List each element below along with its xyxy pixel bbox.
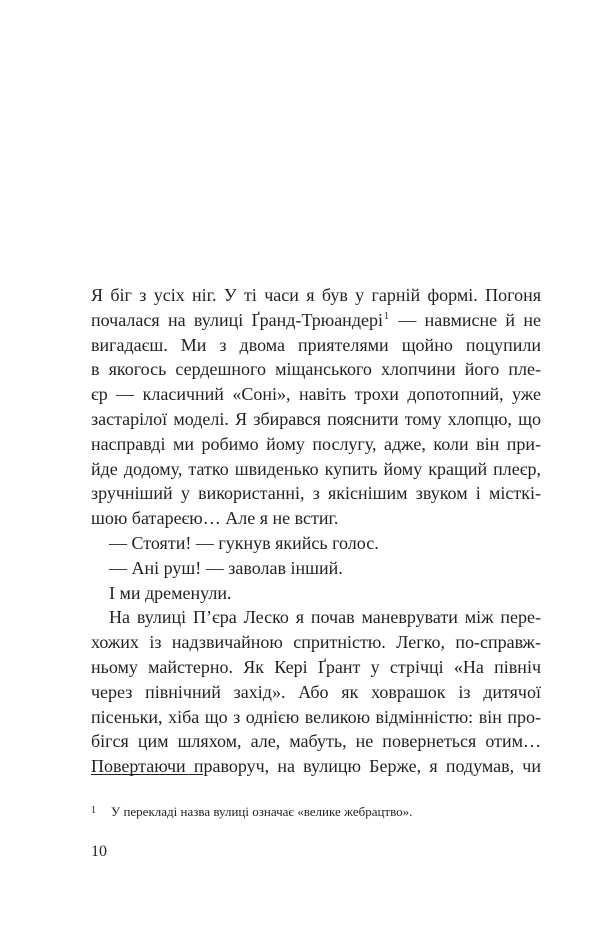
text-line: Повертаючи праворуч, на вулицю Берже, я подумав, чи	[91, 756, 541, 777]
text-line: бігся цим шляхом, але, мабуть, не повернеться отим…	[91, 731, 541, 752]
text-segment: почалася на вулиці Ґранд-Трюандері	[91, 309, 383, 330]
text-line: єр — класичний «Соні», навіть трохи допотопний, уже	[91, 384, 541, 405]
text-line: І ми дременули.	[109, 582, 232, 603]
text-segment: — навмисне й не	[398, 309, 542, 330]
body-text	[91, 283, 541, 779]
text-line: в якогось сердешного міщанського хлопчини його пле-	[91, 359, 541, 380]
text-line: через північний захід». Або як ховрашок із дитячої	[91, 681, 541, 702]
dialogue-line: — Ані руш! — заволав інший.	[109, 557, 343, 578]
text-line: На вулиці П’єра Леско я почав маневрувати між пере-	[109, 607, 541, 628]
text-line: застарілої моделі. Я збирався пояснити тому хлопцю, що	[91, 408, 541, 429]
page-number: 10	[91, 843, 107, 860]
footnote-reference[interactable]: 1	[383, 310, 389, 322]
text-line: насправді ми робимо йому послугу, адже, коли він при-	[91, 433, 541, 454]
footnote-text: У перекладі назва вулиці означає «велике жебрацтво».	[111, 804, 413, 819]
dialogue-line: — Стояти! — гукнув якийсь голос.	[109, 532, 379, 553]
text-line: вигадаєш. Ми з двома приятелями щойно поцупили	[91, 334, 541, 355]
text-line: пісеньки, хіба що з однією великою відмінністю: він про-	[91, 706, 541, 727]
footnote	[91, 803, 541, 823]
footnote-divider	[91, 774, 203, 775]
text-line: Я біг з усіх ніг. У ті часи я був у гарній формі. Погоня	[91, 285, 541, 305]
footnote-number: 1	[91, 805, 96, 816]
text-line: зручніший у використанні, з якіснішим звуком і місткі-	[91, 483, 541, 504]
text-line: йде додому, татко швиденько купить йому кращий плеєр,	[91, 458, 541, 479]
text-line: ньому майстерно. Як Кері Ґрант у стрічці «На північ	[91, 656, 541, 677]
text-line	[91, 308, 541, 333]
text-line: хожих із надзвичайною спритністю. Легко, по-справж-	[91, 632, 541, 653]
text-line: шою батареєю… Але я не встиг.	[91, 508, 339, 529]
